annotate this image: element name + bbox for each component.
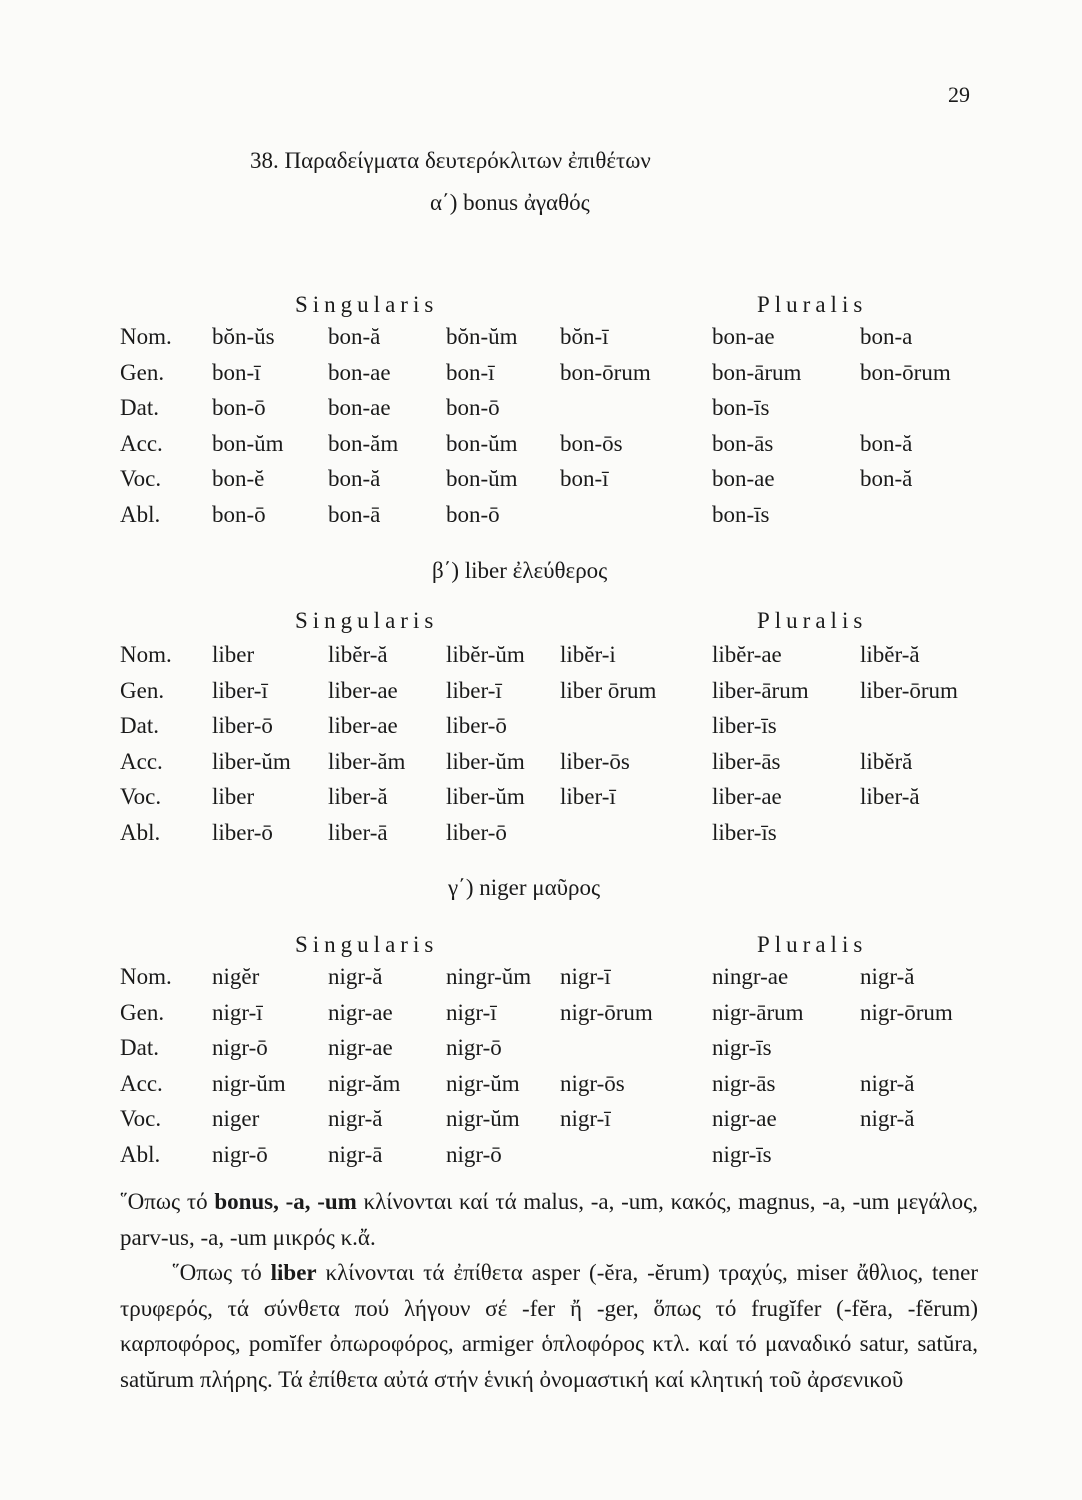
- form-cell: nigĕr: [212, 964, 260, 989]
- form-cell: liber-ae: [328, 677, 398, 703]
- form-cell: bon-ŭm: [446, 430, 518, 456]
- form-cell: liber-ō: [212, 819, 273, 845]
- form-cell: liber-ae: [712, 784, 782, 809]
- form-cell: liber-ī: [212, 677, 268, 703]
- case-label: Abl.: [120, 819, 161, 845]
- form-cell: bon-ōrum: [860, 359, 951, 385]
- paragraph-liber-bold: liber: [270, 1260, 317, 1285]
- table-row: [0, 324, 1082, 358]
- form-cell: bŏn-ŭs: [212, 324, 275, 349]
- table-row: [0, 502, 1082, 536]
- form-cell: liber-ī: [560, 784, 616, 809]
- page-number: 29: [948, 82, 970, 107]
- singularis-label: Singularis: [295, 932, 439, 957]
- case-label: Abl.: [120, 1141, 161, 1167]
- form-cell: liber-ō: [446, 819, 507, 845]
- form-cell: liber-ŭm: [212, 748, 291, 774]
- form-cell: liber: [212, 642, 255, 667]
- table-row: [0, 713, 1082, 747]
- form-cell: ningr-ŭm: [446, 964, 532, 989]
- form-cell: nigr-ae: [328, 1035, 393, 1060]
- form-cell: libĕr-ă: [860, 642, 920, 667]
- form-cell: libĕr-ŭm: [446, 642, 525, 667]
- form-cell: bon-ō: [212, 395, 266, 420]
- form-cell: bon-ă: [860, 466, 913, 491]
- table-row: [0, 1142, 1082, 1176]
- paragraph-bonus-text1: ῞Οπως τό: [120, 1189, 215, 1214]
- table-row: [0, 466, 1082, 500]
- form-cell: liber-ō: [212, 713, 273, 738]
- form-cell: bon-ī: [212, 359, 261, 385]
- form-cell: bon-ās: [712, 430, 774, 456]
- form-cell: liber-ae: [328, 713, 398, 738]
- form-cell: nigr-ī: [446, 999, 497, 1025]
- table-row: [0, 431, 1082, 465]
- table-row: [0, 395, 1082, 429]
- form-cell: nigr-ās: [712, 1070, 776, 1096]
- form-cell: nigr-ī: [212, 999, 263, 1025]
- paragraph-bonus-text2: κλίνονται καί τά malus, -a, -um, κακός, magnus, -a, -um μεγάλος, parv-us, -a, -um μικρός κ.ἄ.: [120, 1189, 978, 1250]
- form-cell: bŏn-ī: [560, 324, 609, 349]
- form-cell: nigr-ae: [712, 1106, 777, 1131]
- form-cell: liber ōrum: [560, 677, 657, 703]
- form-cell: bon-ōrum: [560, 359, 651, 385]
- form-cell: liber: [212, 784, 255, 809]
- table-row: [0, 820, 1082, 854]
- case-label: Acc.: [120, 748, 163, 774]
- form-cell: bon-ae: [328, 359, 391, 385]
- case-label: Dat.: [120, 1035, 159, 1060]
- form-cell: niger: [212, 1106, 260, 1131]
- table-row: [0, 784, 1082, 818]
- form-cell: nigr-ō: [446, 1141, 502, 1167]
- case-label: Gen.: [120, 999, 165, 1025]
- paragraph-liber: [120, 1255, 978, 1397]
- case-label: Nom.: [120, 642, 172, 667]
- paragraph-bonus-bold: bonus, -a, -um: [214, 1189, 357, 1214]
- form-cell: nigr-ōrum: [860, 999, 953, 1025]
- form-cell: bon-ŭm: [212, 430, 284, 456]
- form-cell: bon-īs: [712, 395, 770, 420]
- form-cell: liber-ă: [328, 784, 388, 809]
- form-cell: bon-ae: [712, 466, 775, 491]
- case-label: Gen.: [120, 677, 165, 703]
- form-cell: libĕră: [860, 748, 913, 774]
- form-cell: bon-ārum: [712, 359, 802, 385]
- case-label: Acc.: [120, 430, 163, 456]
- form-cell: nigr-ī: [560, 1106, 611, 1131]
- table-heading: α΄) bonus ἀγαθός: [430, 190, 590, 215]
- form-cell: bon-ă: [328, 324, 381, 349]
- form-cell: bon-īs: [712, 501, 770, 527]
- case-label: Dat.: [120, 713, 159, 738]
- pluralis-label: Pluralis: [757, 292, 868, 317]
- table-heading: γ΄) niger μαῦρος: [448, 875, 601, 900]
- form-cell: bon-ŭm: [446, 466, 518, 491]
- case-label: Gen.: [120, 359, 165, 385]
- form-cell: bon-ō: [446, 501, 500, 527]
- form-cell: nigr-īs: [712, 1141, 772, 1167]
- form-cell: liber-ăm: [328, 748, 406, 774]
- form-cell: nigr-ōs: [560, 1070, 625, 1096]
- case-label: Acc.: [120, 1070, 163, 1096]
- form-cell: nigr-ă: [328, 1106, 383, 1131]
- case-label: Voc.: [120, 784, 162, 809]
- form-cell: bon-ī: [560, 466, 609, 491]
- pluralis-label: Pluralis: [757, 932, 868, 957]
- form-cell: nigr-ae: [328, 999, 393, 1025]
- form-cell: liber-ă: [860, 784, 920, 809]
- form-cell: libĕr-ae: [712, 642, 782, 667]
- form-cell: nigr-ă: [860, 964, 915, 989]
- form-cell: nigr-ŭm: [446, 1070, 520, 1096]
- form-cell: libĕr-ă: [328, 642, 388, 667]
- form-cell: liber-ī: [446, 677, 502, 703]
- form-cell: ningr-ae: [712, 964, 789, 989]
- case-label: Voc.: [120, 1106, 162, 1131]
- form-cell: liber-ōs: [560, 748, 630, 774]
- form-cell: liber-ās: [712, 748, 781, 774]
- form-cell: nigr-ōrum: [560, 999, 653, 1025]
- paragraph-liber-text1: ῞Οπως τό: [172, 1260, 271, 1285]
- table-row: [0, 678, 1082, 712]
- section-title: 38. Παραδείγματα δευτερόκλιτων ἐπιθέτων: [250, 148, 651, 173]
- form-cell: nigr-ăm: [328, 1070, 401, 1096]
- form-cell: nigr-ŭm: [212, 1070, 286, 1096]
- form-cell: liber-īs: [712, 819, 777, 845]
- form-cell: liber-ōrum: [860, 677, 958, 703]
- form-cell: bon-ae: [328, 395, 391, 420]
- form-cell: bon-ă: [860, 430, 913, 456]
- form-cell: libĕr-i: [560, 642, 616, 667]
- case-label: Abl.: [120, 501, 161, 527]
- form-cell: bon-ae: [712, 324, 775, 349]
- table-row: [0, 749, 1082, 783]
- table-row: [0, 642, 1082, 676]
- table-row: [0, 1000, 1082, 1034]
- form-cell: bon-ōs: [560, 430, 623, 456]
- case-label: Nom.: [120, 324, 172, 349]
- form-cell: nigr-ă: [860, 1106, 915, 1131]
- form-cell: bon-ă: [328, 466, 381, 491]
- form-cell: bon-ā: [328, 501, 381, 527]
- form-cell: bon-ī: [446, 359, 495, 385]
- form-cell: nigr-ā: [328, 1141, 383, 1167]
- table-row: [0, 1035, 1082, 1069]
- form-cell: nigr-ō: [212, 1035, 268, 1060]
- form-cell: bon-ō: [212, 501, 266, 527]
- form-cell: nigr-ō: [212, 1141, 268, 1167]
- form-cell: nigr-ārum: [712, 999, 804, 1025]
- table-row: [0, 964, 1082, 998]
- form-cell: liber-ō: [446, 713, 507, 738]
- form-cell: bon-ăm: [328, 430, 399, 456]
- form-cell: bon-ō: [446, 395, 500, 420]
- form-cell: nigr-ă: [328, 964, 383, 989]
- case-label: Voc.: [120, 466, 162, 491]
- table-heading: β΄) liber ἐλεύθερος: [432, 558, 608, 583]
- case-label: Dat.: [120, 395, 159, 420]
- singularis-label: Singularis: [295, 292, 439, 317]
- form-cell: liber-ā: [328, 819, 388, 845]
- form-cell: nigr-ŭm: [446, 1106, 520, 1131]
- form-cell: bon-ĕ: [212, 466, 265, 491]
- pluralis-label: Pluralis: [757, 608, 868, 633]
- form-cell: nigr-ō: [446, 1035, 502, 1060]
- form-cell: liber-ŭm: [446, 784, 525, 809]
- form-cell: nigr-ī: [560, 964, 611, 989]
- table-row: [0, 1106, 1082, 1140]
- form-cell: nigr-ă: [860, 1070, 915, 1096]
- paragraph-liber-text2: κλίνονται τά ἐπίθετα asper (-ĕra, -ĕrum) τραχύς, miser ἄθλιος, tener τρυφερός, τά σύνθετα πού λήγουν σέ -fer ἤ -ger, ὅπως τό frugĭfer (-fĕra, -fĕrum) καρποφόρος, pomĭfer ὀπωροφόρος, armiger ὁπλοφόρος κτλ. καί τό μαναδικό satur, satŭra, satŭrum πλήρης. Τά ἐπίθετα αὐτά στήν ἑνική ὀνομαστική καί κλητική τοῦ ἀρσενικοῦ: [120, 1260, 979, 1392]
- form-cell: liber-ŭm: [446, 748, 525, 774]
- case-label: Nom.: [120, 964, 172, 989]
- form-cell: bon-a: [860, 324, 913, 349]
- form-cell: liber-ārum: [712, 677, 809, 703]
- form-cell: nigr-īs: [712, 1035, 772, 1060]
- form-cell: bŏn-ŭm: [446, 324, 518, 349]
- form-cell: liber-īs: [712, 713, 777, 738]
- paragraph-bonus: [120, 1184, 978, 1255]
- table-row: [0, 360, 1082, 394]
- singularis-label: Singularis: [295, 608, 439, 633]
- table-row: [0, 1071, 1082, 1105]
